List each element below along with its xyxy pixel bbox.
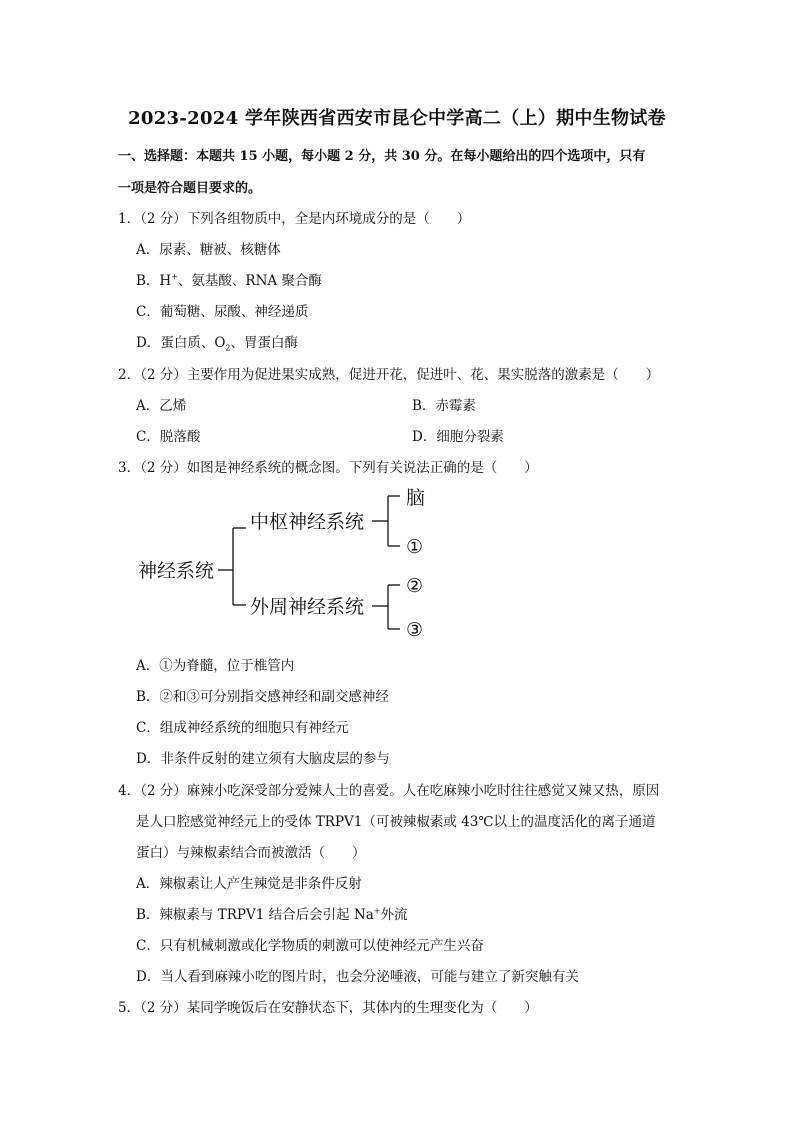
superscript-plus: + (373, 906, 381, 916)
diagram-node-3: ③ (406, 619, 424, 641)
question-3-option-a: A．①为脊髓，位于椎管内 (136, 658, 295, 674)
option-b-text-rest: 、氨基酸、RNA 聚合酶 (177, 273, 322, 289)
question-2-option-d: D．细胞分裂素 (412, 429, 504, 445)
question-5-stem: 5．（2 分）某同学晚饭后在安静状态下，其体内的生理变化为（ ） (118, 1000, 538, 1016)
option-d-text: D．蛋白质、O (136, 335, 226, 351)
question-1-option-b (136, 269, 322, 289)
subscript-2: 2 (225, 343, 231, 353)
question-3-option-c: C．组成神经系统的细胞只有神经元 (136, 720, 349, 736)
option-b-text: B．辣椒素与 TRPV1 结合后会引起 Na (136, 907, 374, 923)
question-4-option-a: A．辣椒素让人产生辣觉是非条件反射 (136, 876, 362, 892)
question-4-stem-line-3: 蛋白）与辣椒素结合而被激活（ ） (136, 845, 366, 861)
question-4-stem-line-2: 是人口腔感觉神经元上的受体 TRPV1（可被辣椒素或 43℃以上的温度活化的离子通道 (136, 814, 656, 830)
question-4-stem-line-1: 4．（2 分）麻辣小吃深受部分爱辣人士的喜爱。人在吃麻辣小吃时往往感觉又辣又热，原因 (118, 783, 660, 799)
question-3-stem: 3．（2 分）如图是神经系统的概念图。下列有关说法正确的是（ ） (118, 460, 538, 476)
question-4-option-c: C．只有机械刺激或化学物质的刺激可以使神经元产生兴奋 (136, 938, 484, 954)
question-2-option-b: B．赤霉素 (412, 398, 476, 414)
diagram-root-label: 神经系统 (138, 560, 215, 582)
diagram-node-1: ① (406, 536, 424, 558)
question-2-option-c: C．脱落酸 (136, 429, 201, 445)
question-2-stem: 2．（2 分）主要作用为促进果实成熟，促进开花，促进叶、花、果实脱落的激素是（ ） (118, 367, 660, 383)
option-b-text-rest: 外流 (380, 907, 408, 923)
diagram-brain-label: 脑 (406, 487, 426, 509)
diagram-node-2: ② (406, 575, 424, 597)
question-4-option-d: D．当人看到麻辣小吃的图片时，也会分泌唾液，可能与建立了新突触有关 (136, 969, 579, 985)
question-1-option-d (136, 331, 298, 351)
section-instructions-line-2: 一项是符合题目要求的。 (118, 181, 262, 196)
question-1-option-a: A．尿素、糖被、核糖体 (136, 242, 281, 258)
page-title: 2023-2024 学年陕西省西安市昆仑中学高二（上）期中生物试卷 (128, 108, 666, 129)
question-1-option-c: C．葡萄糖、尿酸、神经递质 (136, 304, 309, 320)
diagram-central-label: 中枢神经系统 (250, 511, 365, 533)
question-3-option-d: D．非条件反射的建立须有大脑皮层的参与 (136, 751, 390, 767)
option-d-text-rest: 、胃蛋白酶 (230, 335, 298, 351)
superscript-plus: + (171, 272, 178, 282)
diagram-peripheral-label: 外周神经系统 (250, 596, 365, 618)
question-4-option-b (136, 903, 407, 923)
section-instructions-line-1: 一、选择题：本题共 15 小题，每小题 2 分，共 30 分。在每小题给出的四个选项中，只有 (118, 149, 646, 164)
nervous-system-concept-diagram (138, 482, 438, 644)
question-2-option-a: A．乙烯 (136, 398, 187, 414)
option-b-text: B．H (136, 273, 172, 289)
question-3-option-b: B．②和③可分别指交感神经和副交感神经 (136, 689, 389, 705)
question-1-stem: 1．（2 分）下列各组物质中，全是内环境成分的是（ ） (118, 211, 471, 227)
